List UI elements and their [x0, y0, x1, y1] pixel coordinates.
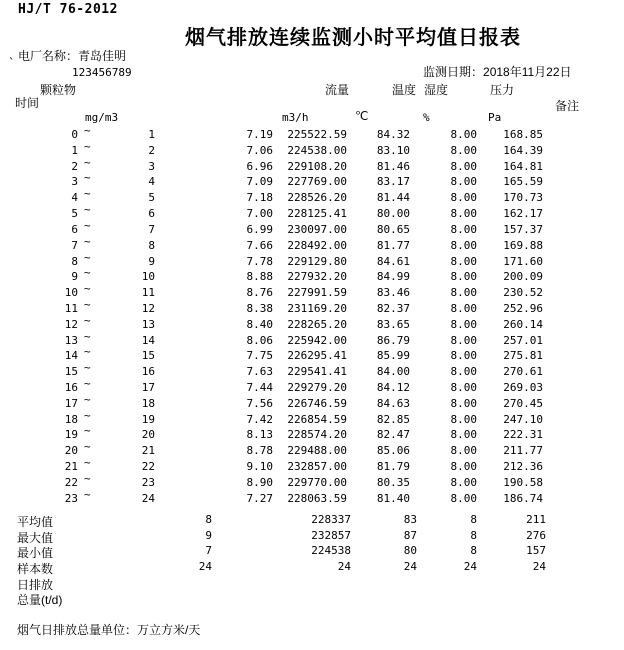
table-row — [0, 471, 624, 492]
summary-particulate: 8 — [205, 513, 212, 526]
cell-end-hour: 8 — [148, 238, 155, 252]
cell-pressure: 212.36 — [503, 460, 543, 474]
cell-flow: 228492.00 — [287, 238, 347, 252]
cell-start-hour: 15 — [64, 365, 78, 379]
cell-pressure: 190.58 — [503, 475, 543, 489]
summary-particulate: 24 — [198, 560, 212, 574]
cell-pressure: 169.88 — [503, 238, 543, 252]
cell-temperature: 83.10 — [376, 143, 410, 157]
cell-end-hour: 1 — [148, 128, 155, 141]
table-row — [0, 424, 624, 444]
standard-code: HJ/T 76-2012 — [18, 2, 118, 17]
cell-particulate: 8.13 — [246, 428, 273, 442]
cell-humidity: 8.00 — [450, 444, 477, 458]
cell-flow: 229108.20 — [287, 159, 347, 173]
cell-pressure: 269.03 — [503, 381, 543, 394]
cell-temperature: 84.99 — [376, 270, 410, 284]
cell-end-hour: 22 — [141, 460, 155, 474]
cell-temperature: 84.63 — [376, 396, 410, 410]
table-row — [0, 392, 624, 413]
tilde-separator: ~ — [84, 456, 91, 470]
summary-label: 最小值 — [17, 546, 54, 561]
cell-humidity: 8.00 — [450, 475, 477, 489]
unit-pressure: Pa — [488, 111, 502, 124]
cell-particulate: 9.10 — [246, 460, 273, 474]
cell-start-hour: 1 — [71, 143, 78, 157]
tilde-separator: ~ — [84, 171, 91, 185]
tilde-separator: ~ — [84, 250, 91, 264]
cell-particulate: 7.00 — [246, 207, 273, 221]
unit-humidity: % — [423, 111, 430, 124]
cell-humidity: 8.00 — [450, 128, 477, 141]
cell-flow: 226295.41 — [287, 349, 347, 363]
cell-humidity: 8.00 — [450, 222, 477, 236]
cell-pressure: 211.77 — [503, 444, 543, 458]
cell-flow: 229129.80 — [287, 254, 347, 268]
cell-particulate: 7.06 — [246, 143, 273, 157]
cell-start-hour: 23 — [64, 491, 78, 505]
summary-row — [0, 576, 624, 592]
cell-temperature: 82.47 — [376, 428, 410, 442]
cell-particulate: 8.38 — [246, 301, 273, 315]
cell-particulate: 7.09 — [246, 175, 273, 189]
tilde-separator: ~ — [84, 408, 91, 422]
cell-humidity: 8.00 — [450, 191, 477, 205]
table-row — [0, 408, 624, 429]
cell-pressure: 270.45 — [503, 396, 543, 410]
cell-pressure: 270.61 — [503, 365, 543, 379]
cell-flow: 228574.20 — [287, 428, 347, 442]
table-row — [0, 187, 624, 207]
cell-particulate: 8.06 — [246, 333, 273, 347]
table-row — [0, 361, 624, 381]
cell-humidity: 8.00 — [450, 159, 477, 173]
table-row — [0, 139, 624, 160]
cell-particulate: 7.42 — [246, 412, 273, 426]
cell-flow: 232857.00 — [287, 460, 347, 474]
cell-humidity: 8.00 — [450, 491, 477, 505]
cell-temperature: 82.85 — [376, 412, 410, 426]
cell-start-hour: 7 — [71, 238, 78, 252]
summary-pressure: 157 — [526, 544, 546, 558]
tilde-separator: ~ — [84, 313, 91, 327]
cell-flow: 230097.00 — [287, 222, 347, 236]
column-header-humidity: 湿度 — [424, 83, 449, 97]
cell-start-hour: 3 — [71, 175, 78, 189]
cell-humidity: 8.00 — [450, 396, 477, 410]
summary-humidity: 8 — [470, 513, 477, 526]
cell-particulate: 6.99 — [246, 222, 273, 236]
cell-flow: 226746.59 — [287, 396, 347, 410]
cell-particulate: 7.66 — [246, 238, 273, 252]
cell-particulate: 7.75 — [246, 349, 273, 363]
cell-pressure: 257.01 — [503, 333, 543, 347]
cell-flow: 231169.20 — [287, 301, 347, 315]
hourly-data-rows — [0, 124, 624, 508]
cell-end-hour: 4 — [148, 175, 155, 189]
cell-temperature: 86.79 — [376, 333, 410, 347]
cell-temperature: 82.37 — [376, 301, 410, 315]
cell-flow: 225522.59 — [287, 128, 347, 141]
table-row — [0, 282, 624, 302]
cell-start-hour: 20 — [64, 444, 78, 458]
table-row — [0, 297, 624, 318]
monitor-date-line — [423, 63, 572, 80]
tilde-separator: ~ — [84, 345, 91, 359]
summary-particulate: 7 — [205, 544, 212, 558]
cell-end-hour: 7 — [148, 222, 155, 236]
cell-humidity: 8.00 — [450, 460, 477, 474]
cell-humidity: 8.00 — [450, 254, 477, 268]
plant-name-value: 青岛佳明 — [78, 49, 127, 63]
table-row — [0, 250, 624, 271]
tilde-separator: ~ — [84, 487, 91, 501]
cell-end-hour: 12 — [141, 301, 155, 315]
cell-particulate: 7.19 — [246, 128, 273, 141]
tilde-separator: ~ — [84, 471, 91, 485]
cell-humidity: 8.00 — [450, 412, 477, 426]
cell-end-hour: 9 — [148, 254, 155, 268]
tilde-separator: ~ — [84, 440, 91, 454]
cell-end-hour: 6 — [148, 207, 155, 221]
cell-particulate: 7.18 — [246, 191, 273, 205]
cell-pressure: 222.31 — [503, 428, 543, 442]
summary-temperature: 87 — [403, 528, 417, 542]
cell-pressure: 168.85 — [503, 128, 543, 141]
cell-humidity: 8.00 — [450, 428, 477, 442]
tilde-separator: ~ — [84, 218, 91, 232]
cell-particulate: 8.90 — [246, 475, 273, 489]
tilde-separator: ~ — [84, 139, 91, 153]
table-row — [0, 234, 624, 255]
summary-pressure: 276 — [526, 528, 546, 542]
summary-label: 样本数 — [17, 562, 54, 577]
table-row — [0, 440, 624, 460]
summary-rows — [0, 513, 624, 607]
cell-start-hour: 13 — [64, 333, 78, 347]
summary-label: 平均值 — [17, 515, 54, 529]
unit-particulate: mg/m3 — [85, 111, 119, 124]
cell-pressure: 230.52 — [503, 286, 543, 300]
cell-start-hour: 14 — [64, 349, 78, 363]
tilde-separator: ~ — [84, 203, 91, 217]
table-row — [0, 203, 624, 223]
cell-start-hour: 21 — [64, 460, 78, 474]
table-row — [0, 218, 624, 239]
cell-particulate: 8.88 — [246, 270, 273, 284]
cell-humidity: 8.00 — [450, 317, 477, 331]
cell-flow: 228063.59 — [287, 491, 347, 505]
plant-code: 123456789 — [72, 66, 132, 79]
summary-flow: 24 — [337, 560, 351, 574]
summary-flow: 232857 — [311, 528, 351, 542]
cell-temperature: 84.61 — [376, 254, 410, 268]
cell-end-hour: 2 — [148, 143, 155, 157]
cell-start-hour: 18 — [64, 412, 78, 426]
cell-start-hour: 4 — [71, 191, 78, 205]
cell-pressure: 164.81 — [503, 159, 543, 173]
cell-pressure: 275.81 — [503, 349, 543, 363]
cell-humidity: 8.00 — [450, 175, 477, 189]
cell-pressure: 162.17 — [503, 207, 543, 221]
cell-flow: 228265.20 — [287, 317, 347, 331]
summary-row — [0, 560, 624, 576]
cell-start-hour: 10 — [64, 286, 78, 300]
cell-humidity: 8.00 — [450, 143, 477, 157]
summary-humidity: 8 — [470, 544, 477, 558]
footer-note: 烟气日排放总量单位：万立方米/天 — [17, 623, 201, 637]
cell-particulate: 8.76 — [246, 286, 273, 300]
cell-temperature: 81.46 — [376, 159, 410, 173]
cell-particulate: 7.44 — [246, 381, 273, 394]
cell-humidity: 8.00 — [450, 365, 477, 379]
cell-flow: 225942.00 — [287, 333, 347, 347]
cell-particulate: 6.96 — [246, 159, 273, 173]
cell-start-hour: 2 — [71, 159, 78, 173]
summary-temperature: 24 — [403, 560, 417, 574]
table-row — [0, 456, 624, 476]
cell-humidity: 8.00 — [450, 349, 477, 363]
table-row — [0, 487, 624, 508]
cell-pressure: 171.60 — [503, 254, 543, 268]
cell-end-hour: 17 — [141, 381, 155, 394]
cell-flow: 224538.00 — [287, 143, 347, 157]
column-header-temperature: 温度 — [392, 83, 417, 97]
summary-temperature: 83 — [403, 513, 417, 526]
table-row — [0, 345, 624, 365]
cell-temperature: 84.12 — [376, 381, 410, 394]
monitor-date-label: 监测日期： — [423, 65, 484, 79]
cell-particulate: 7.63 — [246, 365, 273, 379]
cell-end-hour: 13 — [141, 317, 155, 331]
tilde-separator: ~ — [84, 282, 91, 296]
column-header-pressure: 压力 — [490, 83, 515, 97]
report-title: 烟气排放连续监测小时平均值日报表 — [185, 27, 521, 49]
cell-humidity: 8.00 — [450, 381, 477, 394]
cell-start-hour: 11 — [64, 301, 78, 315]
cell-temperature: 81.77 — [376, 238, 410, 252]
cell-temperature: 83.17 — [376, 175, 410, 189]
backtick-mark: ` — [8, 56, 16, 70]
cell-temperature: 81.40 — [376, 491, 410, 505]
plant-name-line — [18, 47, 126, 64]
summary-pressure: 24 — [532, 560, 546, 574]
cell-particulate: 8.78 — [246, 444, 273, 458]
cell-flow: 227769.00 — [287, 175, 347, 189]
cell-temperature: 85.99 — [376, 349, 410, 363]
cell-humidity: 8.00 — [450, 333, 477, 347]
cell-flow: 229279.20 — [287, 381, 347, 394]
column-header-time: 时间 — [15, 96, 40, 110]
cell-pressure: 200.09 — [503, 270, 543, 284]
cell-flow: 226854.59 — [287, 412, 347, 426]
cell-temperature: 83.46 — [376, 286, 410, 300]
cell-pressure: 247.10 — [503, 412, 543, 426]
summary-flow: 228337 — [311, 513, 351, 526]
unit-flow: m3/h — [282, 111, 309, 124]
plant-name-label: 电厂名称： — [18, 49, 79, 63]
summary-label: 总量(t/d) — [17, 593, 63, 608]
table-row — [0, 329, 624, 350]
summary-humidity: 24 — [463, 560, 477, 574]
cell-particulate: 7.27 — [246, 491, 273, 505]
cell-temperature: 83.65 — [376, 317, 410, 331]
summary-row — [0, 513, 624, 529]
cell-temperature: 85.06 — [376, 444, 410, 458]
summary-pressure: 211 — [526, 513, 546, 526]
tilde-separator: ~ — [84, 424, 91, 438]
cell-end-hour: 21 — [141, 444, 155, 458]
tilde-separator: ~ — [84, 266, 91, 280]
table-row — [0, 155, 624, 176]
cell-end-hour: 11 — [141, 286, 155, 300]
cell-pressure: 186.74 — [503, 491, 543, 505]
cell-flow: 229541.41 — [287, 365, 347, 379]
cell-temperature: 80.35 — [376, 475, 410, 489]
tilde-separator: ~ — [84, 377, 91, 390]
cell-start-hour: 19 — [64, 428, 78, 442]
cell-end-hour: 23 — [141, 475, 155, 489]
tilde-separator: ~ — [84, 392, 91, 406]
summary-temperature: 80 — [403, 544, 417, 558]
cell-end-hour: 16 — [141, 365, 155, 379]
cell-start-hour: 22 — [64, 475, 78, 489]
cell-temperature: 84.32 — [376, 128, 410, 141]
summary-particulate: 9 — [205, 528, 212, 542]
cell-pressure: 170.73 — [503, 191, 543, 205]
cell-pressure: 260.14 — [503, 317, 543, 331]
summary-row — [0, 544, 624, 560]
cell-humidity: 8.00 — [450, 207, 477, 221]
tilde-separator: ~ — [84, 234, 91, 248]
cell-end-hour: 3 — [148, 159, 155, 173]
cell-flow: 229770.00 — [287, 475, 347, 489]
cell-end-hour: 18 — [141, 396, 155, 410]
summary-row — [0, 529, 624, 545]
cell-particulate: 7.56 — [246, 396, 273, 410]
tilde-separator: ~ — [84, 361, 91, 375]
cell-humidity: 8.00 — [450, 301, 477, 315]
summary-label: 最大值 — [17, 530, 54, 545]
cell-pressure: 165.59 — [503, 175, 543, 189]
cell-pressure: 252.96 — [503, 301, 543, 315]
cell-flow: 229488.00 — [287, 444, 347, 458]
cell-start-hour: 5 — [71, 207, 78, 221]
cell-end-hour: 10 — [141, 270, 155, 284]
cell-flow: 228526.20 — [287, 191, 347, 205]
cell-start-hour: 17 — [64, 396, 78, 410]
table-row — [0, 313, 624, 334]
tilde-separator: ~ — [84, 297, 91, 311]
cell-end-hour: 20 — [141, 428, 155, 442]
column-header-flow: 流量 — [325, 83, 350, 97]
cell-start-hour: 9 — [71, 270, 78, 284]
cell-flow: 227932.20 — [287, 270, 347, 284]
cell-pressure: 157.37 — [503, 222, 543, 236]
tilde-separator: ~ — [84, 187, 91, 201]
cell-temperature: 81.44 — [376, 191, 410, 205]
cell-flow: 228125.41 — [287, 207, 347, 221]
cell-particulate: 8.40 — [246, 317, 273, 331]
cell-temperature: 80.65 — [376, 222, 410, 236]
cell-start-hour: 8 — [71, 254, 78, 268]
table-row — [0, 266, 624, 286]
column-header-remark: 备注 — [555, 99, 580, 113]
monitor-date-value: 2018年11月22日 — [483, 65, 572, 79]
cell-humidity: 8.00 — [450, 238, 477, 252]
table-row — [0, 377, 624, 397]
cell-start-hour: 6 — [71, 222, 78, 236]
cell-start-hour: 16 — [64, 381, 78, 394]
summary-label: 日排放 — [17, 577, 54, 592]
cell-humidity: 8.00 — [450, 286, 477, 300]
tilde-separator: ~ — [84, 155, 91, 169]
column-header-particulate: 颗粒物 — [40, 83, 77, 97]
table-row — [0, 171, 624, 191]
unit-temperature: ℃ — [355, 109, 369, 123]
cell-end-hour: 24 — [141, 491, 155, 505]
cell-start-hour: 0 — [71, 128, 78, 141]
cell-particulate: 7.78 — [246, 254, 273, 268]
cell-flow: 227991.59 — [287, 286, 347, 300]
summary-humidity: 8 — [470, 528, 477, 542]
summary-flow: 224538 — [311, 544, 351, 558]
cell-start-hour: 12 — [64, 317, 78, 331]
tilde-separator: ~ — [84, 124, 91, 137]
cell-end-hour: 19 — [141, 412, 155, 426]
cell-pressure: 164.39 — [503, 143, 543, 157]
cell-humidity: 8.00 — [450, 270, 477, 284]
summary-row — [0, 591, 624, 607]
cell-temperature: 84.00 — [376, 365, 410, 379]
cell-temperature: 80.00 — [376, 207, 410, 221]
cell-end-hour: 5 — [148, 191, 155, 205]
table-row — [0, 124, 624, 144]
cell-temperature: 81.79 — [376, 460, 410, 474]
tilde-separator: ~ — [84, 329, 91, 343]
cell-end-hour: 14 — [141, 333, 155, 347]
cell-end-hour: 15 — [141, 349, 155, 363]
